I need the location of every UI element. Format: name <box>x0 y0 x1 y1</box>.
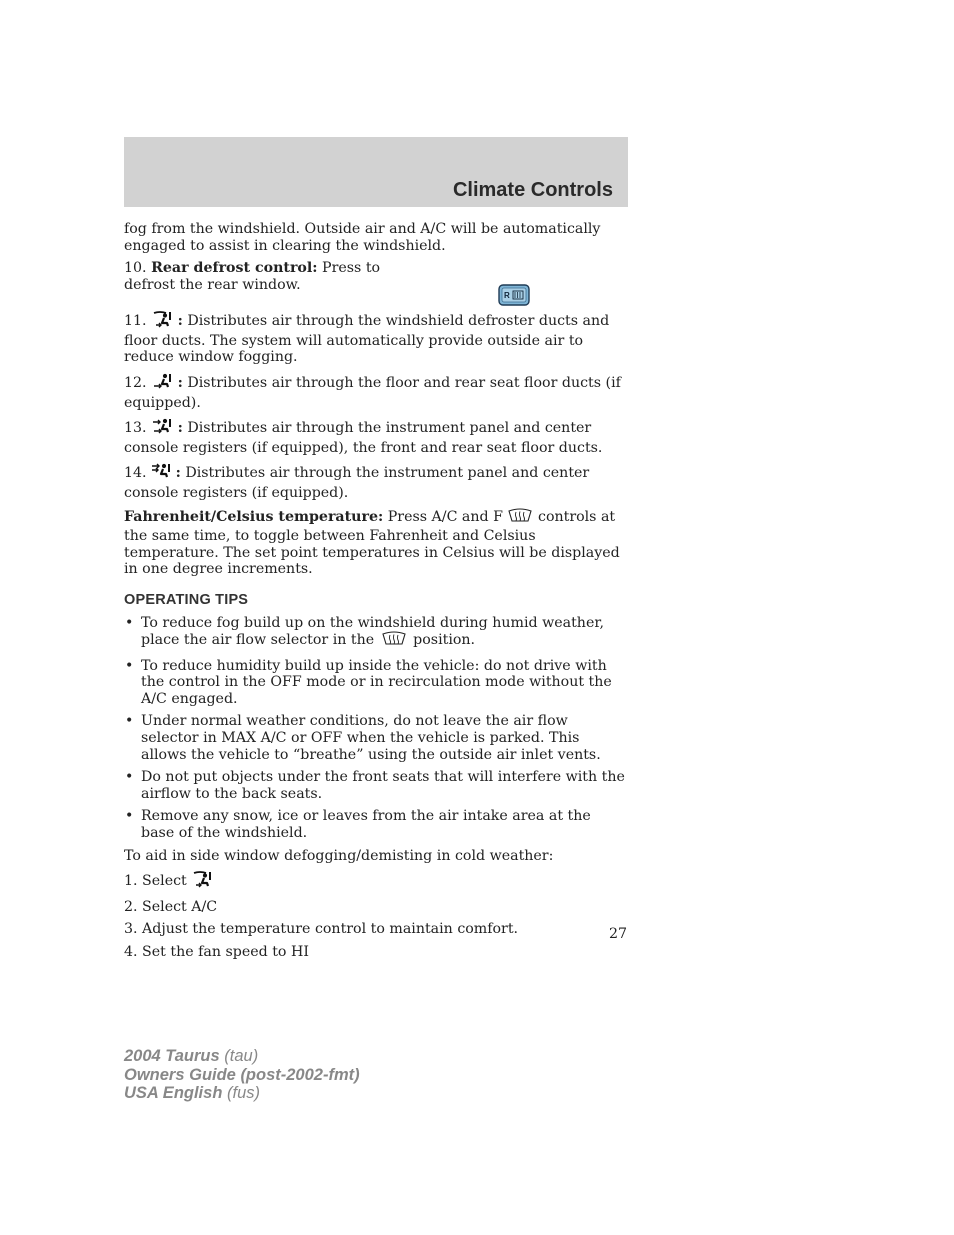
rear-defrost-description: Press to defrost the rear window. <box>124 260 381 293</box>
mode-description: Distributes air through the floor and rear seat floor ducts (if equipped). <box>124 374 621 411</box>
rear-defrost-button-icon <box>498 284 530 311</box>
section-title: Climate Controls <box>452 179 613 201</box>
item-number: 11. <box>124 313 147 330</box>
side-window-step-2: 2. Select A/C <box>124 898 218 915</box>
list-item: • To reduce fog build up on the windshield during humid weather, place the air flow selector in the position. <box>124 615 628 652</box>
list-item: • To reduce humidity build up inside the vehicle: do not drive with the control in the OFF mode or in recirculation mode without the A/C engaged. <box>125 657 612 707</box>
item-number: 14. <box>124 465 147 482</box>
mode-description: Distributes air through the instrument panel and center console registers (if equipped), the front and rear seat floor ducts. <box>124 420 603 456</box>
defrost-floor-mode-icon <box>151 310 173 333</box>
mode-item-11: 11. : Distributes air through the windshield defroster ducts and floor ducts. The system will automatically provide outside air to reduce window fogging. <box>124 310 628 366</box>
rear-defrost-letter: R <box>504 291 510 301</box>
side-window-step-1: 1. Select <box>124 870 628 893</box>
windshield-defrost-icon <box>507 508 533 529</box>
item-number: 10. <box>124 260 147 277</box>
rear-defrost-item <box>124 260 628 301</box>
mode-description: Distributes air through the instrument panel and center console registers (if equipped). <box>124 465 590 501</box>
list-item: • Under normal weather conditions, do not leave the air flow selector in MAX A/C or OFF when the vehicle is parked. This allows the vehicle to “breathe” using the outside air inlet vents. <box>125 713 601 763</box>
fahrenheit-label: Fahrenheit/Celsius temperature: <box>124 508 384 525</box>
side-window-step-4: 4. Set the fan speed to HI <box>124 944 309 960</box>
rear-defrost-label: Rear defrost control: <box>151 260 318 277</box>
operating-tips-list <box>124 615 628 842</box>
footer-line-3: USA English (fus) <box>124 1084 260 1102</box>
mode-item-14: 14. : Distributes air through the instrument panel and center console registers (if equipped). <box>124 462 628 501</box>
mode-item-13: 13. : Distributes air through the instrument panel and center console registers (if equipped), the front and rear seat floor ducts. <box>124 417 628 456</box>
page-content <box>124 221 628 967</box>
mode-description: Distributes air through the windshield defroster ducts and floor ducts. The system will automatically provide outside air to reduce window fogging. <box>124 313 610 366</box>
panel-mode-icon <box>151 462 171 485</box>
list-item: • Remove any snow, ice or leaves from the air intake area at the base of the windshield. <box>125 808 591 842</box>
item-number: 13. <box>124 420 147 437</box>
section-header-band <box>124 137 628 207</box>
item-number: 12. <box>124 374 147 391</box>
floor-mode-icon <box>151 372 173 395</box>
page-number: 27 <box>609 926 628 942</box>
windshield-defrost-icon <box>379 631 409 652</box>
list-item: • Do not put objects under the front seats that will interfere with the airflow to the back seats. <box>125 769 625 802</box>
side-window-intro: To aid in side window defogging/demisting in cold weather: <box>124 847 554 864</box>
mode-item-12: 12. : Distributes air through the floor and rear seat floor ducts (if equipped). <box>124 372 628 411</box>
panel-floor-mode-icon <box>151 417 173 440</box>
document-footer <box>124 1047 360 1103</box>
operating-tips-heading: OPERATING TIPS <box>124 591 249 608</box>
side-window-step-3: 3. Adjust the temperature control to maintain comfort. <box>124 921 519 938</box>
fahrenheit-celsius-paragraph: Fahrenheit/Celsius temperature: Press A/C and F controls at the same time, to toggle between Fahrenheit and Celsius temperature. The set point temperatures in Celsius will be displayed in one degree increments. <box>124 508 620 578</box>
rear-defrost-text <box>124 260 384 293</box>
intro-paragraph: fog from the windshield. Outside air and A/C will be automatically engaged to assist in clearing the windshield. <box>124 221 601 254</box>
footer-line-2: Owners Guide (post-2002-fmt) <box>124 1065 360 1084</box>
footer-line-1: 2004 Taurus (tau) <box>124 1047 259 1065</box>
defrost-floor-mode-icon <box>191 870 213 893</box>
